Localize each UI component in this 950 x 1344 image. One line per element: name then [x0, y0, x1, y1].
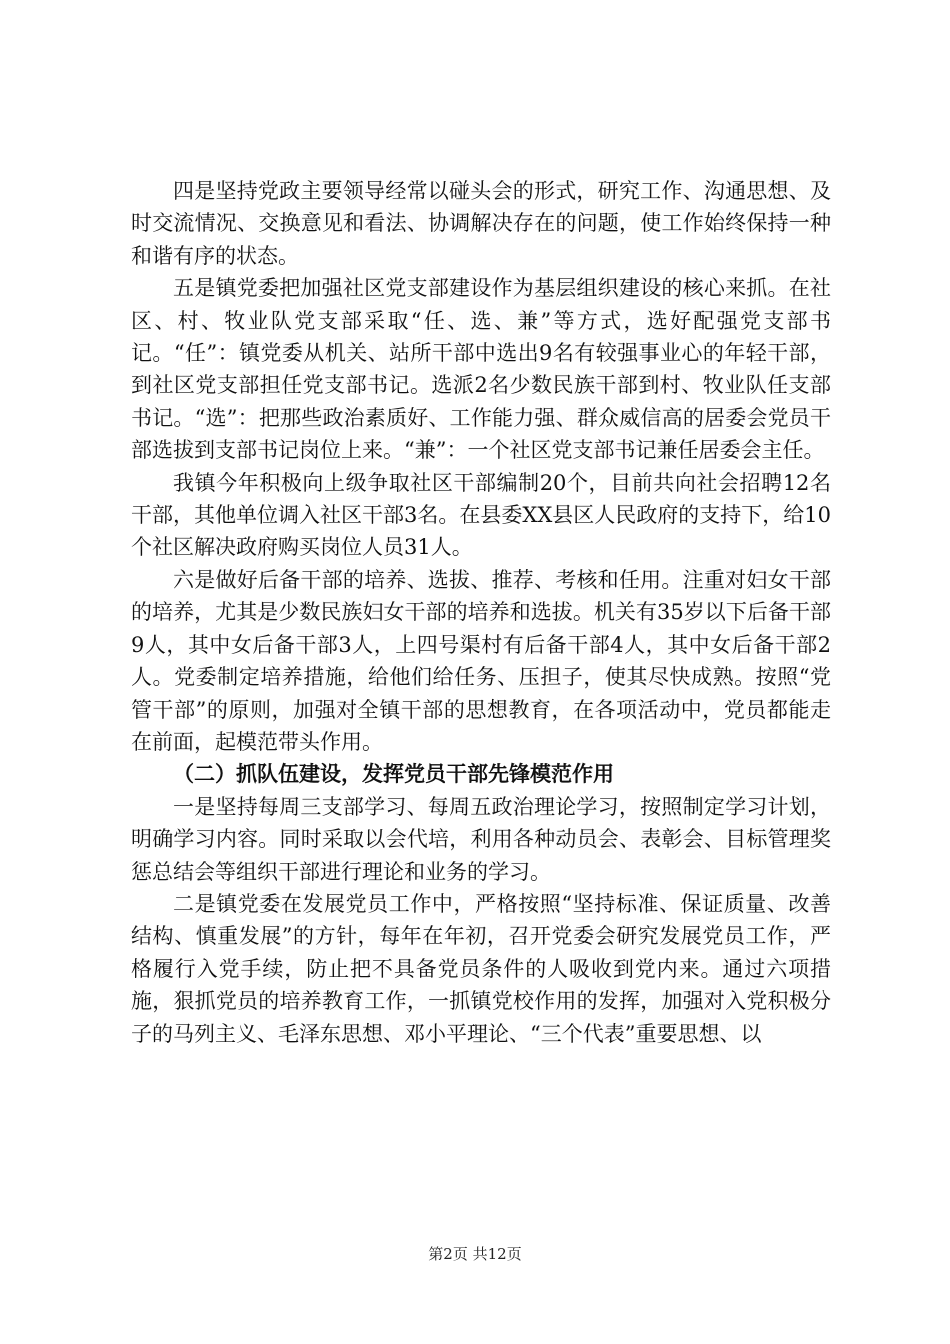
- paragraph-study: 一是坚持每周三支部学习、每周五政治理论学习，按照制定学习计划，明确学习内容。同时采取以会代培，利用各种动员会、表彰会、目标管理奖惩总结会等组织干部进行理论和业务的学习。: [131, 794, 831, 884]
- paragraph-item-4: 四是坚持党政主要领导经常以碰头会的形式，研究工作、沟通思想、及时交流情况、交换意见和看法、协调解决存在的问题，使工作始终保持一种和谐有序的状态。: [131, 179, 831, 268]
- paragraph-item-5: 五是镇党委把加强社区党支部建设作为基层组织建设的核心来抓。在社区、村、牧业队党支部采取“任、选、兼”等方式，选好配强党支部书记。“任”：镇党委从机关、站所干部中选出9名有较强事业心的年轻干部，到社区党支部担任党支部书记。选派2名少数民族干部到村、牧业队任支部书记。“选”：把那些政治素质好、工作能力强、群众威信高的居委会党员干部选拔到支部书记岗位上来。“兼”：一个社区党支部书记兼任居委会主任。: [131, 276, 831, 463]
- document-body: [131, 175, 831, 1050]
- paragraph-recruitment: 我镇今年积极向上级争取社区干部编制20个，目前共向社会招聘12名干部，其他单位调入社区干部3名。在县委XX县区人民政府的支持下，给10个社区解决政府购买岗位人员31人。: [131, 470, 831, 560]
- paragraph-item-6: 六是做好后备干部的培养、选拔、推荐、考核和任用。注重对妇女干部的培养，尤其是少数民族妇女干部的培养和选拔。机关有35岁以下后备干部9人，其中女后备干部3人，上四号渠村有后备干部4人，其中女后备干部2人。党委制定培养措施，给他们给任务、压担子，使其尽快成熟。按照“党管干部”的原则，加强对全镇干部的思想教育，在各项活动中，党员都能走在前面，起模范带头作用。: [131, 567, 831, 754]
- page-number-footer: 第2页 共12页: [428, 1245, 522, 1263]
- section-heading: （二）抓队伍建设，发挥党员干部先锋模范作用: [173, 762, 614, 787]
- paragraph-party-development: 二是镇党委在发展党员工作中，严格按照“坚持标准、保证质量、改善结构、慎重发展”的方针，每年在年初，召开党委会研究发展党员工作，严格履行入党手续，防止把不具备党员条件的人吸收到党内来。通过六项措施，狠抓党员的培养教育工作，一抓镇党校作用的发挥，加强对入党积极分子的马列主义、毛泽东思想、邓小平理论、“三个代表”重要思想、以: [131, 891, 831, 1046]
